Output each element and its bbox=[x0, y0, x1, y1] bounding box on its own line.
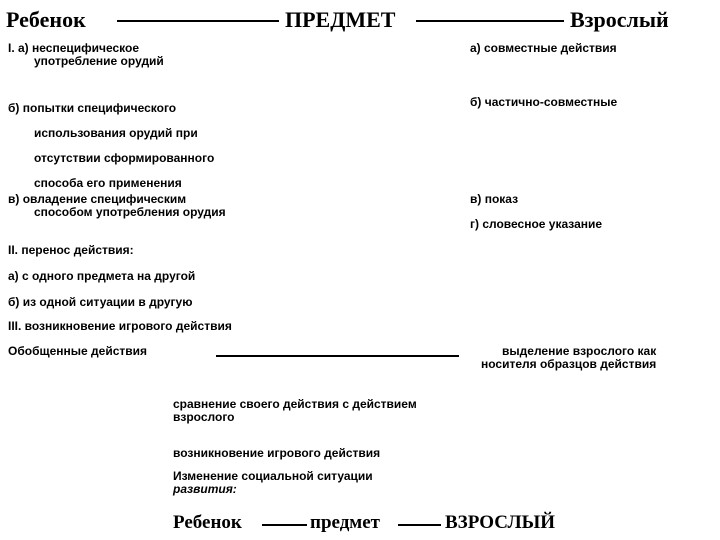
section2-title: II. перенос действия: bbox=[8, 243, 134, 257]
generalized-label: Обобщенные действия bbox=[8, 344, 148, 358]
item-1a-child: I. а) неспецифическое употребление орудий bbox=[8, 41, 164, 68]
social-situation-text: Изменение социальной ситуации развития: bbox=[173, 469, 373, 496]
footer-child: Ребенок bbox=[173, 512, 242, 533]
item-1v-adult: в) показ bbox=[470, 192, 519, 206]
item-1b-adult: б) частично-совместные bbox=[470, 95, 618, 109]
item-2a: а) с одного предмета на другой bbox=[8, 269, 196, 283]
comparison-text: сравнение своего действия с действием взрослого bbox=[173, 397, 417, 424]
emergence-text: возникновение игрового действия bbox=[173, 446, 381, 460]
header-child: Ребенок bbox=[6, 7, 86, 32]
footer-object: предмет bbox=[310, 512, 381, 533]
generalized-adult: выделение взрослого как носителя образцов действия bbox=[481, 344, 657, 371]
item-1a-adult: а) совместные действия bbox=[470, 41, 617, 55]
header-line-right bbox=[416, 20, 564, 22]
section3-title: III. возникновение игрового действия bbox=[8, 319, 232, 333]
header-object: ПРЕДМЕТ bbox=[285, 7, 396, 32]
item-2b: б) из одной ситуации в другую bbox=[8, 295, 193, 309]
item-1g-adult: г) словесное указание bbox=[470, 217, 603, 231]
item-1b-child: б) попытки специфического использования орудий при отсутствии сформированного способа его применения bbox=[8, 101, 215, 190]
footer-adult: ВЗРОСЛЫЙ bbox=[445, 512, 556, 533]
header-line-left bbox=[117, 20, 279, 22]
header-adult: Взрослый bbox=[570, 7, 669, 32]
footer-line-left bbox=[262, 524, 307, 526]
item-1v-child: в) овладение специфическим способом употребления орудия bbox=[8, 192, 226, 219]
generalized-line bbox=[216, 355, 459, 357]
footer-line-right bbox=[398, 524, 441, 526]
